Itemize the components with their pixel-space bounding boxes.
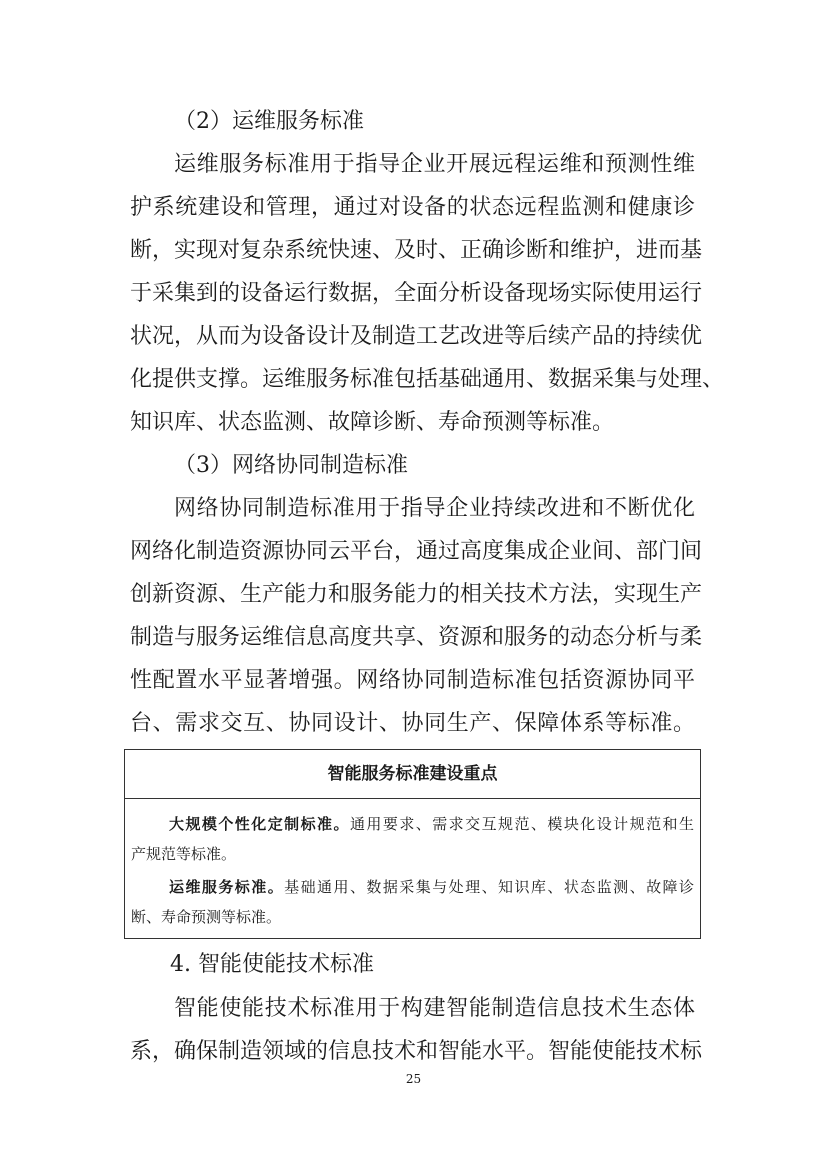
- section-2-line-6: 化提供支撑。运维服务标准包括基础通用、数据采集与处理、: [130, 367, 725, 392]
- key-points-box: [124, 749, 701, 939]
- box-item-1-line-1: [169, 814, 694, 834]
- box-item-2-line-1: [169, 877, 694, 897]
- section-4-line-1: 智能使能技术标准用于构建智能制造信息技术生态体: [174, 996, 695, 1021]
- section-4-line-2: 系，确保制造领域的信息技术和智能水平。智能使能技术标: [130, 1039, 703, 1064]
- section-3-line-2: 网络化制造资源协同云平台，通过高度集成企业间、部门间: [130, 539, 703, 564]
- section-3-line-4: 制造与服务运维信息高度共享、资源和服务的动态分析与柔: [130, 625, 703, 650]
- box-item-2-text: 基础通用、数据采集与处理、知识库、状态监测、故障诊: [284, 878, 694, 896]
- section-2-line-5: 状况，从而为设备设计及制造工艺改进等后续产品的持续优: [130, 324, 703, 349]
- box-item-1-line-2: 产规范等标准。: [131, 845, 237, 863]
- section-3-line-5: 性配置水平显著增强。网络协同制造标准包括资源协同平: [130, 668, 695, 693]
- page-number: 25: [405, 1072, 422, 1086]
- box-item-2-line-2: 断、寿命预测等标准。: [131, 908, 282, 926]
- section-2-line-1: 运维服务标准用于指导企业开展远程运维和预测性维: [174, 152, 695, 177]
- section-2-line-7: 知识库、状态监测、故障诊断、寿命预测等标准。: [130, 410, 615, 435]
- section-3-line-6: 台、需求交互、协同设计、协同生产、保障体系等标准。: [130, 711, 695, 736]
- section-2-line-3: 断，实现对复杂系统快速、及时、正确诊断和维护，进而基: [130, 238, 703, 263]
- box-title: 智能服务标准建设重点: [125, 750, 700, 799]
- box-item-1-bold: 大规模个性化定制标准。: [169, 815, 350, 833]
- section-3-line-3: 创新资源、生产能力和服务能力的相关技术方法，实现生产: [130, 582, 703, 607]
- section-3-heading: （3）网络协同制造标准: [174, 453, 408, 478]
- box-item-1-text: 通用要求、需求交互规范、模块化设计规范和生: [349, 815, 694, 833]
- section-3-line-1: 网络协同制造标准用于指导企业持续改进和不断优化: [174, 496, 695, 521]
- section-2-line-4: 于采集到的设备运行数据，全面分析设备现场实际使用运行: [130, 281, 703, 306]
- box-item-2-bold: 运维服务标准。: [169, 878, 285, 896]
- section-2-line-2: 护系统建设和管理，通过对设备的状态远程监测和健康诊: [130, 195, 695, 220]
- section-2-heading: （2）运维服务标准: [174, 109, 364, 134]
- section-4-heading: 4. 智能使能技术标准: [170, 952, 374, 977]
